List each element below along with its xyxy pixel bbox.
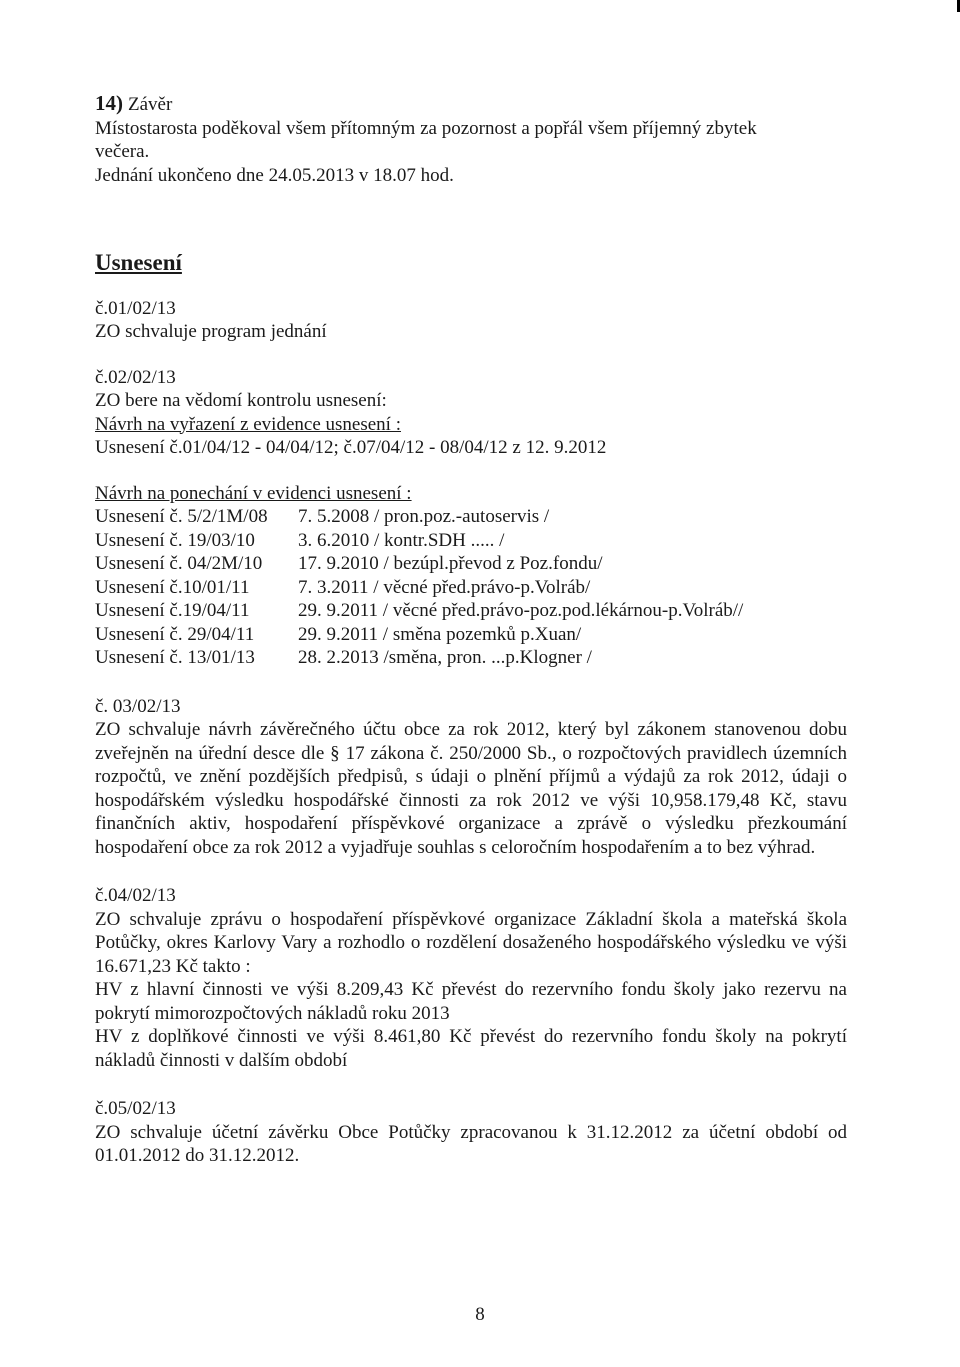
page-number: 8 (475, 1304, 485, 1325)
removal-line: Usnesení č.01/04/12 - 04/04/12; č.07/04/12 - 08/04/12 z 12. 9.2012 (95, 437, 607, 458)
resolution-ref: Usnesení č.10/01/11 (95, 576, 250, 598)
keep-table (95, 505, 847, 670)
resolution-ref: Usnesení č. 29/04/11 (95, 623, 255, 645)
resolution-desc: 7. 3.2011 / věcné před.právo-p.Volráb/ (298, 576, 591, 598)
closing-thanks: Místostarosta poděkoval všem přítomným za pozornost a popřál všem příjemný zbytek večera. (95, 117, 757, 162)
resolution-ref: Usnesení č.19/04/11 (95, 600, 250, 621)
resolution-5-text: ZO schvaluje účetní závěrku Obce Potůčky zpracovanou k 31.12.2012 za účetní období od 01.01.2012 do 31.12.2012. (95, 1121, 847, 1166)
resolution-desc: 28. 2.2013 /směna, pron. ...p.Klogner / (298, 647, 592, 668)
resolution-1-text: ZO schvaluje program jednání (95, 321, 327, 342)
resolution-4-item-2: HV z doplňkové činnosti ve výši 8.461,80 Kč převést do rezervního fondu školy na pokrytí nákladů činnosti v dalším období (95, 1026, 847, 1071)
resolution-desc: 17. 9.2010 / bezúpl.převod z Poz.fondu/ (298, 553, 603, 574)
table-row (95, 552, 847, 576)
table-row (95, 576, 847, 600)
resolutions-title: Usnesení (95, 250, 182, 275)
resolution-4-item-1: HV z hlavní činnosti ve výši 8.209,43 Kč převést do rezervního fondu školy jako rezervu na pokrytí mimorozpočtových nákladů roku 2013 (95, 979, 847, 1024)
document-page (95, 92, 847, 1168)
section-title: Závěr (128, 94, 173, 115)
resolution-desc: 29. 9.2011 / směna pozemků p.Xuan/ (298, 623, 582, 645)
resolution-4-text: ZO schvaluje zprávu o hospodaření příspěvkové organizace Základní škola a mateřská škola Potůčky, okres Karlovy Vary a rozhodlo o rozdělení dosaženého hospodářského výsledku ve výši 16.671,23 Kč takto : (95, 908, 847, 977)
resolution-5-number: č.05/02/13 (95, 1098, 176, 1119)
resolution-desc: 29. 9.2011 / věcné před.právo-poz.pod.lékárnou-p.Volráb// (298, 600, 744, 621)
resolution-ref: Usnesení č. 13/01/13 (95, 647, 255, 668)
resolution-ref: Usnesení č. 5/2/1M/08 (95, 506, 268, 527)
resolution-desc: 3. 6.2010 / kontr.SDH ..... / (298, 529, 505, 551)
table-row (95, 623, 847, 647)
table-row (95, 505, 847, 529)
table-row (95, 529, 847, 553)
removal-heading: Návrh na vyřazení z evidence usnesení : (95, 413, 401, 435)
resolution-desc: 7. 5.2008 / pron.poz.-autoservis / (298, 506, 550, 527)
section-heading (95, 92, 847, 117)
resolution-2-number: č.02/02/13 (95, 366, 176, 388)
resolution-ref: Usnesení č. 19/03/10 (95, 529, 255, 551)
table-row (95, 646, 847, 670)
table-row (95, 599, 847, 623)
resolution-ref: Usnesení č. 04/2M/10 (95, 553, 263, 574)
keep-heading: Návrh na ponechání v evidenci usnesení : (95, 482, 412, 504)
resolution-4-number: č.04/02/13 (95, 885, 176, 906)
resolution-1-number: č.01/02/13 (95, 297, 176, 319)
closing-time: Jednání ukončeno dne 24.05.2013 v 18.07 hod. (95, 164, 454, 186)
resolution-2-text: ZO bere na vědomí kontrolu usnesení: (95, 390, 387, 411)
resolution-3-number: č. 03/02/13 (95, 695, 181, 717)
section-number: 14) (95, 91, 123, 115)
resolution-3-text: ZO schvaluje návrh závěrečného účtu obce za rok 2012, který byl zákonem stanovenou dobu zveřejněn na úřední desce dle § 17 zákona č. 250/2000 Sb., o rozpočtových pravidlech územních rozpočtů, ve znění pozdějších předpisů, s údaji o plnění příjmů a výdajů za rok 2012, údaji o hospodářském výsledku hospodářské činnosti za rok 2012 ve výši 10,958.179,48 Kč, stavu finančních aktiv, hospodaření příspěvkové organizace a zprávě o výsledku přezkoumání hospodaření obce za rok 2012 a vyjadřuje souhlas s celoročním hospodařením a to bez výhrad. (95, 719, 847, 858)
